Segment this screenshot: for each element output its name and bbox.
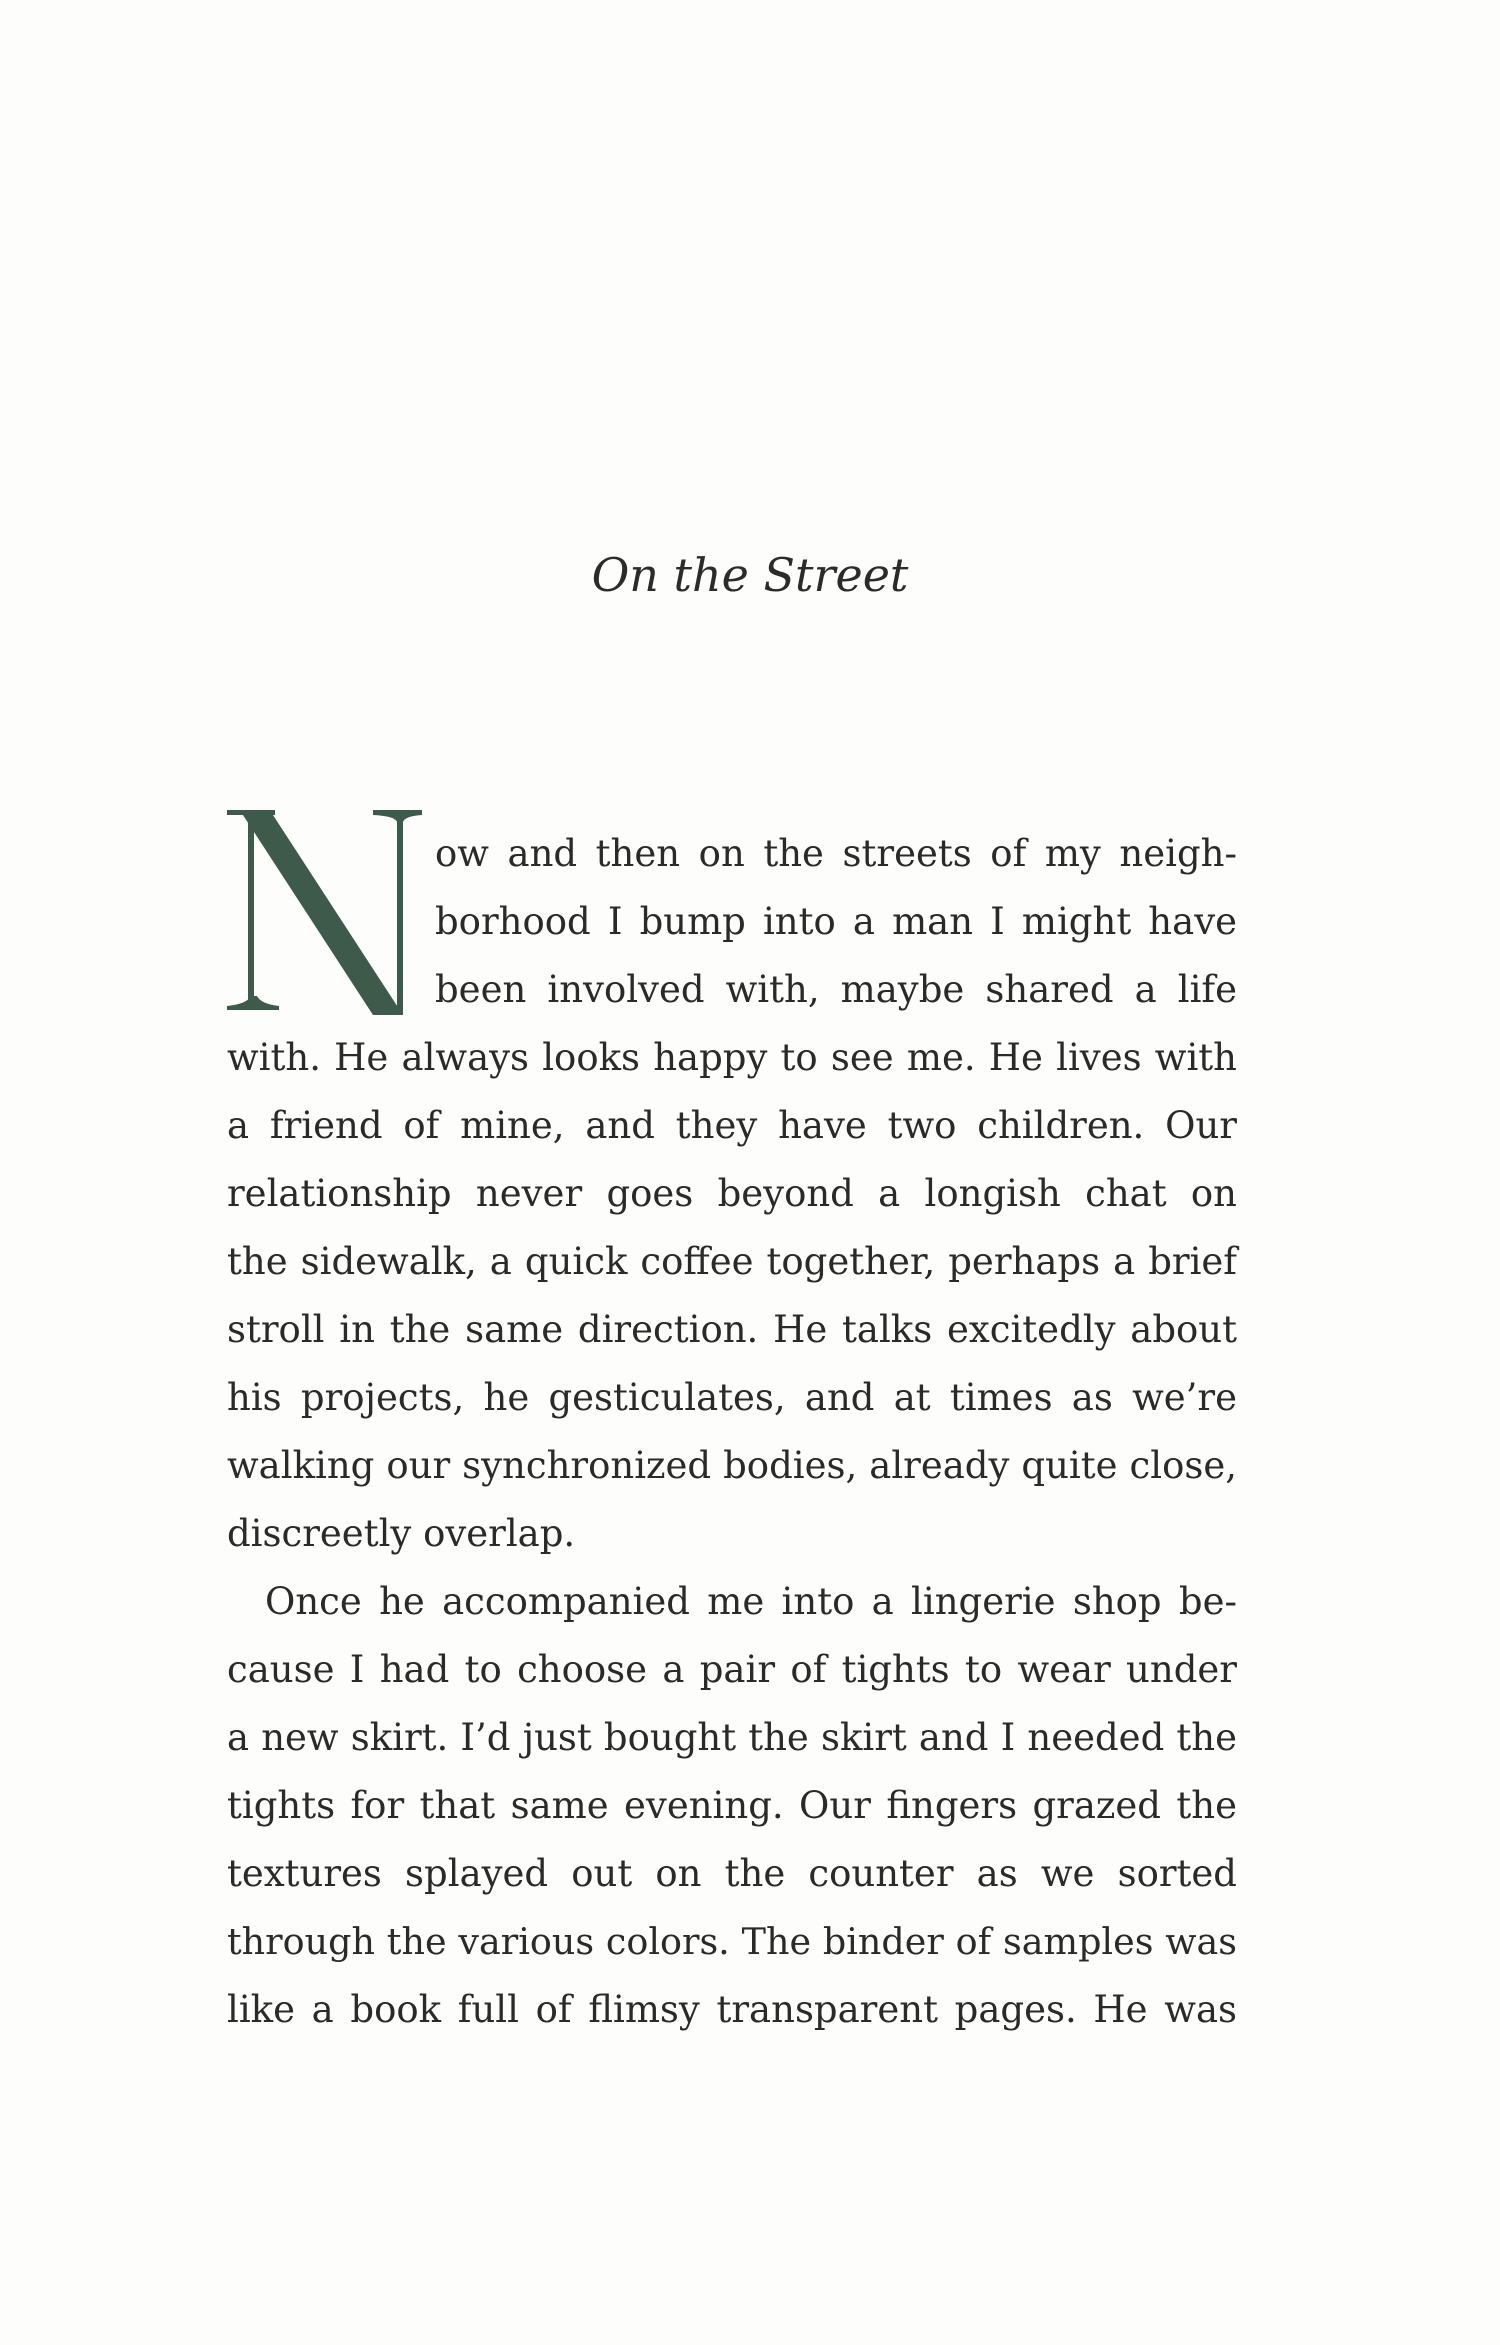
body-text: [227, 820, 1237, 2044]
text-line: ow and then on the streets of my neigh-: [435, 832, 1237, 875]
text-line: stroll in the same direction. He talks excitedly about: [227, 1308, 1237, 1351]
paragraph: [227, 820, 1237, 1568]
text-line: cause I had to choose a pair of tights to wear under: [227, 1648, 1237, 1691]
text-line: discreetly overlap.: [227, 1512, 576, 1555]
text-line: the sidewalk, a quick coffee together, perhaps a brief: [227, 1240, 1237, 1283]
text-line: walking our synchronized bodies, already quite close,: [227, 1444, 1237, 1487]
text-line: Once he accompanied me into a lingerie shop be-: [265, 1580, 1237, 1623]
paragraph: [227, 1568, 1237, 2044]
text-line: relationship never goes beyond a longish chat on: [227, 1172, 1237, 1215]
text-line: textures splayed out on the counter as we sorted: [227, 1852, 1237, 1895]
text-line: his projects, he gesticulates, and at times as we’re: [227, 1376, 1237, 1419]
text-line: a friend of mine, and they have two children. Our: [227, 1104, 1237, 1147]
text-line: with. He always looks happy to see me. He lives with: [227, 1036, 1237, 1079]
text-line: tights for that same evening. Our fingers grazed the: [227, 1784, 1237, 1827]
text-line: like a book full of flimsy transparent pages. He was: [227, 1988, 1237, 2031]
text-line: borhood I bump into a man I might have: [435, 900, 1237, 943]
text-line: been involved with, maybe shared a life: [435, 968, 1237, 1011]
text-line: a new skirt. I’d just bought the skirt and I needed the: [227, 1716, 1237, 1759]
chapter-title: On the Street: [591, 548, 909, 602]
text-line: through the various colors. The binder of samples was: [227, 1920, 1237, 1963]
